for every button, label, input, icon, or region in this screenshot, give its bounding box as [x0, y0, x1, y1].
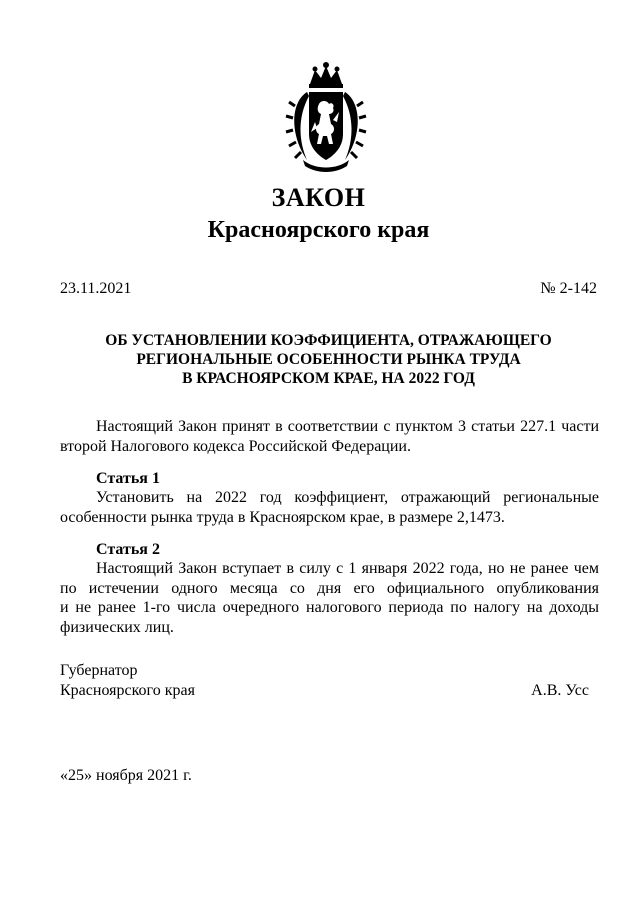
- law-subtitle: Красноярского края: [207, 217, 430, 243]
- article-2-text: [60, 559, 599, 637]
- coat-of-arms-icon: [285, 62, 367, 174]
- law-date: 23.11.2021: [60, 280, 132, 297]
- law-heading-line: В КРАСНОЯРСКОМ КРАЕ, НА 2022 ГОД: [182, 370, 475, 387]
- signatory-name: А.В. Усс: [531, 682, 589, 699]
- article-1-text: [60, 488, 599, 527]
- article-1-title: Статья 1: [96, 470, 160, 487]
- law-heading-line: ОБ УСТАНОВЛЕНИИ КОЭФФИЦИЕНТА, ОТРАЖАЮЩЕГО: [105, 332, 552, 349]
- signed-date: «25» ноября 2021 г.: [60, 767, 192, 784]
- law-heading: [60, 331, 597, 388]
- paragraph-line: Настоящий Закон принят в соответствии с пунктом 3 статьи 227.1 части: [96, 418, 599, 435]
- law-heading-line: РЕГИОНАЛЬНЫЕ ОСОБЕННОСТИ РЫНКА ТРУДА: [136, 351, 521, 368]
- law-number: № 2-142: [540, 280, 597, 297]
- law-title: ЗАКОН: [271, 183, 366, 212]
- paragraph-line: второй Налогового кодекса Российской Федерации.: [60, 437, 411, 455]
- paragraph-line: Установить на 2022 год коэффициент, отражающий региональные: [96, 489, 599, 506]
- preamble-paragraph: [60, 417, 599, 456]
- signatory-position-line1: Губернатор: [60, 662, 138, 679]
- paragraph-line: и не ранее 1-го числа очередного налогового периода по налогу на доходы: [60, 599, 599, 616]
- paragraph-line: Настоящий Закон вступает в силу с 1 января 2022 года, но не ранее чем: [96, 560, 599, 577]
- paragraph-line: по истечении одного месяца со дня его официального опубликования: [60, 579, 599, 597]
- article-2-title: Статья 2: [96, 541, 160, 558]
- signatory-position-line2: Красноярского края: [60, 682, 195, 699]
- paragraph-line: физических лиц.: [60, 618, 174, 636]
- paragraph-line: особенности рынка труда в Красноярском крае, в размере 2,1473.: [60, 508, 505, 526]
